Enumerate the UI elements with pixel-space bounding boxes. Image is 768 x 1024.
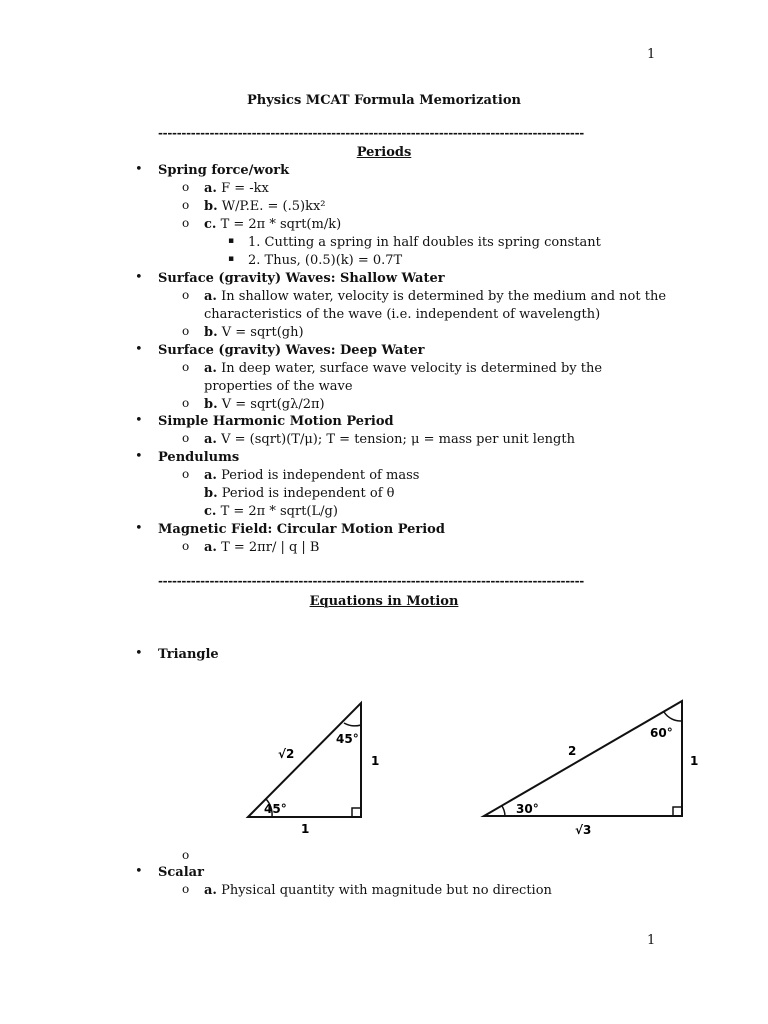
triangle-30-outline [484, 701, 682, 816]
topic-shallow-title: Surface (gravity) Waves: Shallow Water [158, 271, 445, 286]
header-page-number: 1 [647, 47, 656, 62]
triangle-45-right-side-label: 1 [371, 754, 380, 768]
triangle-30-bottom-side-label: √3 [575, 823, 592, 837]
scalar-item-a: a. Physical quantity with magnitude but no direction [204, 883, 552, 898]
bullet-icon: • [135, 162, 143, 177]
circle-bullet-icon: o [182, 180, 190, 194]
spring-item-c: c. T = 2π * sqrt(m/k) [204, 217, 342, 232]
square-bullet-icon: ▪ [228, 236, 235, 246]
footer-page-number: 1 [647, 933, 656, 948]
shallow-item-a-line2: characteristics of the wave (i.e. independent of wavelength) [204, 307, 601, 322]
shm-item-a: a. V = (sqrt)(T/μ); T = tension; μ = mass per unit length [204, 432, 575, 447]
circle-bullet-icon: o [182, 288, 190, 302]
topic-magnetic-title: Magnetic Field: Circular Motion Period [158, 522, 445, 537]
spring-subitem-1: 1. Cutting a spring in half doubles its spring constant [248, 235, 601, 250]
right-angle-marker [352, 808, 361, 817]
bullet-icon: • [135, 449, 143, 464]
deep-item-b: b. V = sqrt(gλ/2π) [204, 397, 325, 412]
deep-item-a-line2: properties of the wave [204, 379, 353, 394]
topic-spring-title: Spring force/work [158, 163, 290, 178]
circle-bullet-icon: o [182, 360, 190, 374]
magnetic-item-a: a. T = 2πr/ | q | B [204, 540, 320, 555]
shallow-item-b: b. V = sqrt(gh) [204, 325, 304, 340]
topic-shm-title: Simple Harmonic Motion Period [158, 414, 394, 429]
topic-deep-title: Surface (gravity) Waves: Deep Water [158, 343, 425, 358]
bullet-icon: • [135, 864, 143, 879]
triangle-45-hypotenuse-label: √2 [278, 747, 295, 761]
spring-item-b: b. W/P.E. = (.5)kx² [204, 199, 326, 214]
triangle-30-60-90-figure [478, 695, 708, 840]
triangle-30-right-side-label: 1 [690, 754, 699, 768]
triangle-30-hypotenuse-label: 2 [568, 744, 577, 758]
triangle-45-bottom-angle-label: 45° [264, 802, 287, 816]
bottom-angle-arc [502, 806, 505, 816]
section-separator: ------------------------------------------------------------------------------------------- [158, 574, 584, 588]
spring-item-a: a. F = -kx [204, 181, 269, 196]
top-angle-arc [344, 723, 361, 726]
pendulums-item-c: c. T = 2π * sqrt(L/g) [204, 504, 338, 519]
document-title: Physics MCAT Formula Memorization [247, 93, 521, 108]
pendulums-item-b: b. Period is independent of θ [204, 486, 395, 501]
circle-bullet-icon: o [182, 848, 190, 862]
topic-pendulums-title: Pendulums [158, 450, 240, 465]
triangle-30-top-angle-label: 60° [650, 726, 673, 740]
circle-bullet-icon: o [182, 882, 190, 896]
circle-bullet-icon: o [182, 216, 190, 230]
top-angle-arc [664, 712, 682, 721]
section-separator: ------------------------------------------------------------------------------------------- [158, 126, 584, 140]
topic-scalar-title: Scalar [158, 865, 204, 880]
square-bullet-icon: ▪ [228, 254, 235, 264]
triangle-45-top-angle-label: 45° [336, 732, 359, 746]
circle-bullet-icon: o [182, 396, 190, 410]
right-angle-marker [673, 807, 682, 816]
shallow-item-a-line1: a. In shallow water, velocity is determined by the medium and not the [204, 289, 667, 304]
section-heading-periods: Periods [356, 145, 412, 160]
bullet-icon: • [135, 413, 143, 428]
circle-bullet-icon: o [182, 198, 190, 212]
bullet-icon: • [135, 521, 143, 536]
bullet-icon: • [135, 646, 143, 661]
triangle-45-outline [248, 703, 361, 817]
bullet-icon: • [135, 270, 143, 285]
circle-bullet-icon: o [182, 467, 190, 481]
circle-bullet-icon: o [182, 539, 190, 553]
circle-bullet-icon: o [182, 324, 190, 338]
section-heading-motion: Equations in Motion [309, 594, 459, 609]
circle-bullet-icon: o [182, 431, 190, 445]
deep-item-a-line1: a. In deep water, surface wave velocity is determined by the [204, 361, 603, 376]
triangle-30-bottom-angle-label: 30° [516, 802, 539, 816]
triangle-45-bottom-side-label: 1 [301, 822, 310, 836]
bullet-icon: • [135, 342, 143, 357]
triangle-45-45-90-figure [240, 695, 385, 840]
topic-triangle-title: Triangle [158, 647, 219, 662]
pendulums-item-a: a. Period is independent of mass [204, 468, 420, 483]
spring-subitem-2: 2. Thus, (0.5)(k) = 0.7T [248, 253, 403, 268]
